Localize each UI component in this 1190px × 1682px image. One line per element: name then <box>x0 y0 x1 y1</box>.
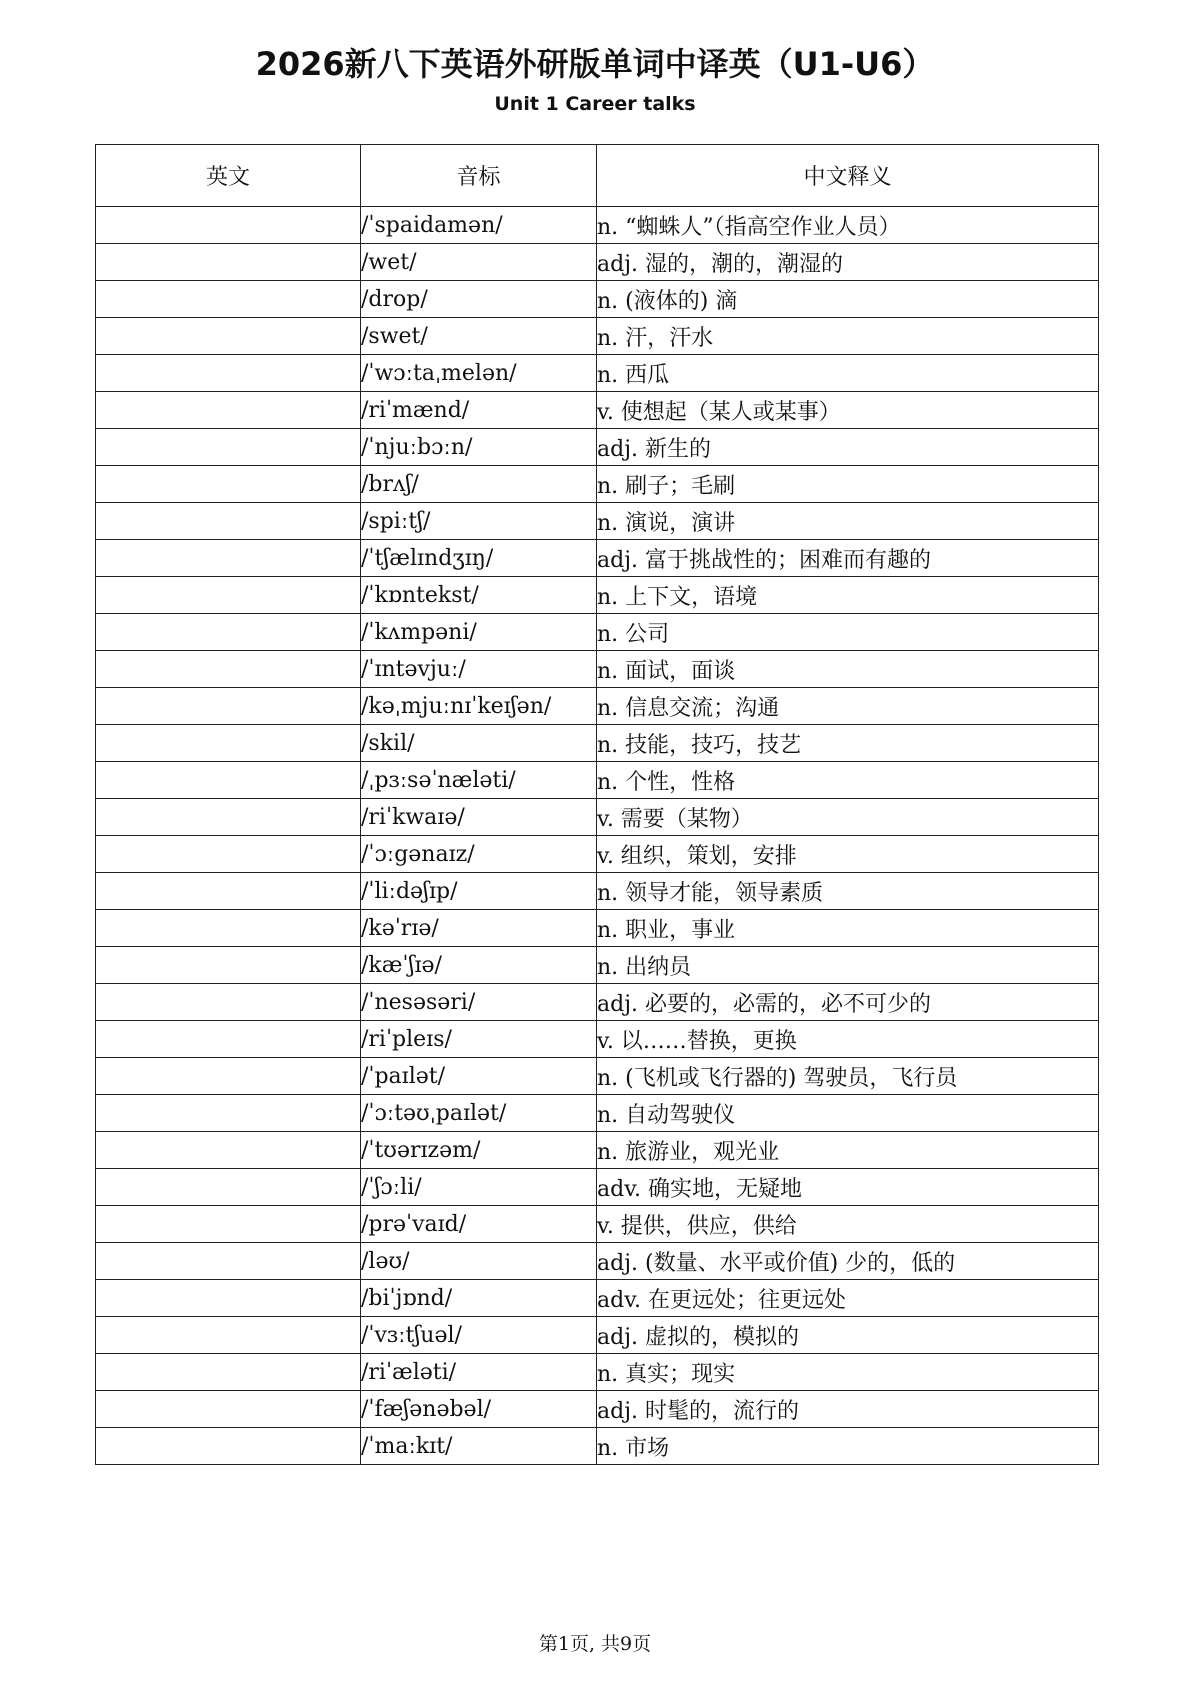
phonetic-cell: /biˈjɒnd/ <box>361 1280 597 1317</box>
meaning-cell: n. (飞机或飞行器的) 驾驶员，飞行员 <box>597 1058 1099 1095</box>
meaning-cell: n. 个性，性格 <box>597 762 1099 799</box>
header-english: 英文 <box>96 145 361 207</box>
table-row <box>96 1058 1099 1095</box>
document-title: 2026新八下英语外研版单词中译英（U1-U6） <box>255 45 935 83</box>
table-row <box>96 1243 1099 1280</box>
header-meaning: 中文释义 <box>597 145 1099 207</box>
english-cell <box>96 614 361 651</box>
table-row <box>96 318 1099 355</box>
phonetic-cell: /brʌʃ/ <box>361 466 597 503</box>
phonetic-cell: /ˈtʊərɪzəm/ <box>361 1132 597 1169</box>
english-cell <box>96 947 361 984</box>
meaning-cell: v. 需要（某物） <box>597 799 1099 836</box>
meaning-cell: v. 使想起（某人或某事） <box>597 392 1099 429</box>
english-cell <box>96 984 361 1021</box>
phonetic-cell: /ˈfæʃənəbəl/ <box>361 1391 597 1428</box>
table-header-row <box>96 145 1099 207</box>
phonetic-cell: /ˈvɜːtʃuəl/ <box>361 1317 597 1354</box>
meaning-cell: adj. 富于挑战性的；困难而有趣的 <box>597 540 1099 577</box>
english-cell <box>96 1206 361 1243</box>
english-cell <box>96 1354 361 1391</box>
phonetic-cell: /ˈnjuːbɔːn/ <box>361 429 597 466</box>
english-cell <box>96 1132 361 1169</box>
meaning-cell: n. 市场 <box>597 1428 1099 1465</box>
phonetic-cell: /ˈɔːgənaɪz/ <box>361 836 597 873</box>
meaning-cell: v. 以……替换，更换 <box>597 1021 1099 1058</box>
phonetic-cell: /ˈɪntəvjuː/ <box>361 651 597 688</box>
phonetic-cell: /riˈkwaɪə/ <box>361 799 597 836</box>
table-row <box>96 244 1099 281</box>
table-row <box>96 799 1099 836</box>
table-row <box>96 1095 1099 1132</box>
table-row <box>96 429 1099 466</box>
table-row <box>96 1280 1099 1317</box>
phonetic-cell: /ˈwɔːtaˌmelən/ <box>361 355 597 392</box>
english-cell <box>96 1095 361 1132</box>
meaning-cell: v. 组织，策划，安排 <box>597 836 1099 873</box>
table-row <box>96 577 1099 614</box>
meaning-cell: adv. 确实地，无疑地 <box>597 1169 1099 1206</box>
meaning-cell: n. 技能，技巧，技艺 <box>597 725 1099 762</box>
english-cell <box>96 503 361 540</box>
table-row <box>96 1391 1099 1428</box>
meaning-cell: adj. 新生的 <box>597 429 1099 466</box>
table-row <box>96 1021 1099 1058</box>
english-cell <box>96 1021 361 1058</box>
meaning-cell: n. 西瓜 <box>597 355 1099 392</box>
english-cell <box>96 1280 361 1317</box>
english-cell <box>96 688 361 725</box>
page-footer: 第1页, 共9页 <box>538 1633 652 1655</box>
table-row <box>96 392 1099 429</box>
table-row <box>96 762 1099 799</box>
table-row <box>96 281 1099 318</box>
english-cell <box>96 244 361 281</box>
meaning-cell: n. 旅游业，观光业 <box>597 1132 1099 1169</box>
phonetic-cell: /ˈɔːtəʊˌpaɪlət/ <box>361 1095 597 1132</box>
table-row <box>96 466 1099 503</box>
meaning-cell: n. 自动驾驶仪 <box>597 1095 1099 1132</box>
english-cell <box>96 1391 361 1428</box>
meaning-cell: n. 信息交流；沟通 <box>597 688 1099 725</box>
meaning-cell: n. 职业，事业 <box>597 910 1099 947</box>
phonetic-cell: /ˈspaidamən/ <box>361 207 597 244</box>
meaning-cell: n. 演说，演讲 <box>597 503 1099 540</box>
meaning-cell: adj. (数量、水平或价值) 少的，低的 <box>597 1243 1099 1280</box>
meaning-cell: v. 提供，供应，供给 <box>597 1206 1099 1243</box>
phonetic-cell: /ˈpaɪlət/ <box>361 1058 597 1095</box>
english-cell <box>96 1243 361 1280</box>
phonetic-cell: /kəˌmjuːnɪˈkeɪʃən/ <box>361 688 597 725</box>
phonetic-cell: /ˈʃɔːli/ <box>361 1169 597 1206</box>
phonetic-cell: /ˈkʌmpəni/ <box>361 614 597 651</box>
meaning-cell: n. “蜘蛛人”（指高空作业人员） <box>597 207 1099 244</box>
english-cell <box>96 836 361 873</box>
meaning-cell: n. 汗，汗水 <box>597 318 1099 355</box>
english-cell <box>96 577 361 614</box>
phonetic-cell: /skil/ <box>361 725 597 762</box>
phonetic-cell: /ˈmaːkɪt/ <box>361 1428 597 1465</box>
meaning-cell: n. 上下文，语境 <box>597 577 1099 614</box>
phonetic-cell: /kəˈrɪə/ <box>361 910 597 947</box>
phonetic-cell: /wet/ <box>361 244 597 281</box>
phonetic-cell: /swet/ <box>361 318 597 355</box>
english-cell <box>96 1058 361 1095</box>
table-row <box>96 503 1099 540</box>
english-cell <box>96 651 361 688</box>
phonetic-cell: /ˈkɒntekst/ <box>361 577 597 614</box>
english-cell <box>96 1428 361 1465</box>
english-cell <box>96 318 361 355</box>
meaning-cell: n. 真实；现实 <box>597 1354 1099 1391</box>
table-row <box>96 1169 1099 1206</box>
meaning-cell: n. 出纳员 <box>597 947 1099 984</box>
phonetic-cell: /spiːtʃ/ <box>361 503 597 540</box>
meaning-cell: n. 刷子；毛刷 <box>597 466 1099 503</box>
table-row <box>96 1428 1099 1465</box>
english-cell <box>96 466 361 503</box>
table-row <box>96 1317 1099 1354</box>
english-cell <box>96 207 361 244</box>
english-cell <box>96 725 361 762</box>
table-row <box>96 947 1099 984</box>
phonetic-cell: /riˈpleɪs/ <box>361 1021 597 1058</box>
table-row <box>96 614 1099 651</box>
english-cell <box>96 799 361 836</box>
table-row <box>96 1354 1099 1391</box>
english-cell <box>96 762 361 799</box>
english-cell <box>96 873 361 910</box>
phonetic-cell: /ˈnesəsəri/ <box>361 984 597 1021</box>
header-phonetic: 音标 <box>361 145 597 207</box>
table-body <box>96 207 1099 1465</box>
table-row <box>96 688 1099 725</box>
table-row <box>96 725 1099 762</box>
english-cell <box>96 1317 361 1354</box>
table-row <box>96 1206 1099 1243</box>
meaning-cell: adj. 时髦的，流行的 <box>597 1391 1099 1428</box>
vocabulary-table <box>95 144 1099 1465</box>
meaning-cell: n. 领导才能，领导素质 <box>597 873 1099 910</box>
meaning-cell: adj. 湿的，潮的，潮湿的 <box>597 244 1099 281</box>
table-row <box>96 355 1099 392</box>
table-row <box>96 651 1099 688</box>
english-cell <box>96 540 361 577</box>
phonetic-cell: /riˈmænd/ <box>361 392 597 429</box>
meaning-cell: n. 公司 <box>597 614 1099 651</box>
meaning-cell: adv. 在更远处；往更远处 <box>597 1280 1099 1317</box>
english-cell <box>96 392 361 429</box>
table-row <box>96 207 1099 244</box>
phonetic-cell: /prəˈvaɪd/ <box>361 1206 597 1243</box>
meaning-cell: adj. 必要的，必需的，必不可少的 <box>597 984 1099 1021</box>
phonetic-cell: /kæˈʃɪə/ <box>361 947 597 984</box>
meaning-cell: n. 面试，面谈 <box>597 651 1099 688</box>
phonetic-cell: /ləʊ/ <box>361 1243 597 1280</box>
table-row <box>96 1132 1099 1169</box>
meaning-cell: n. (液体的) 滴 <box>597 281 1099 318</box>
meaning-cell: adj. 虚拟的，模拟的 <box>597 1317 1099 1354</box>
phonetic-cell: /ˈtʃælɪndʒɪŋ/ <box>361 540 597 577</box>
table-row <box>96 984 1099 1021</box>
english-cell <box>96 355 361 392</box>
english-cell <box>96 281 361 318</box>
english-cell <box>96 910 361 947</box>
phonetic-cell: /drop/ <box>361 281 597 318</box>
phonetic-cell: /riˈæləti/ <box>361 1354 597 1391</box>
phonetic-cell: /ˈliːdəʃɪp/ <box>361 873 597 910</box>
english-cell <box>96 1169 361 1206</box>
table-row <box>96 873 1099 910</box>
table-row <box>96 540 1099 577</box>
unit-subtitle: Unit 1 Career talks <box>494 93 696 115</box>
table-row <box>96 910 1099 947</box>
english-cell <box>96 429 361 466</box>
phonetic-cell: /ˌpɜːsəˈnæləti/ <box>361 762 597 799</box>
table-row <box>96 836 1099 873</box>
